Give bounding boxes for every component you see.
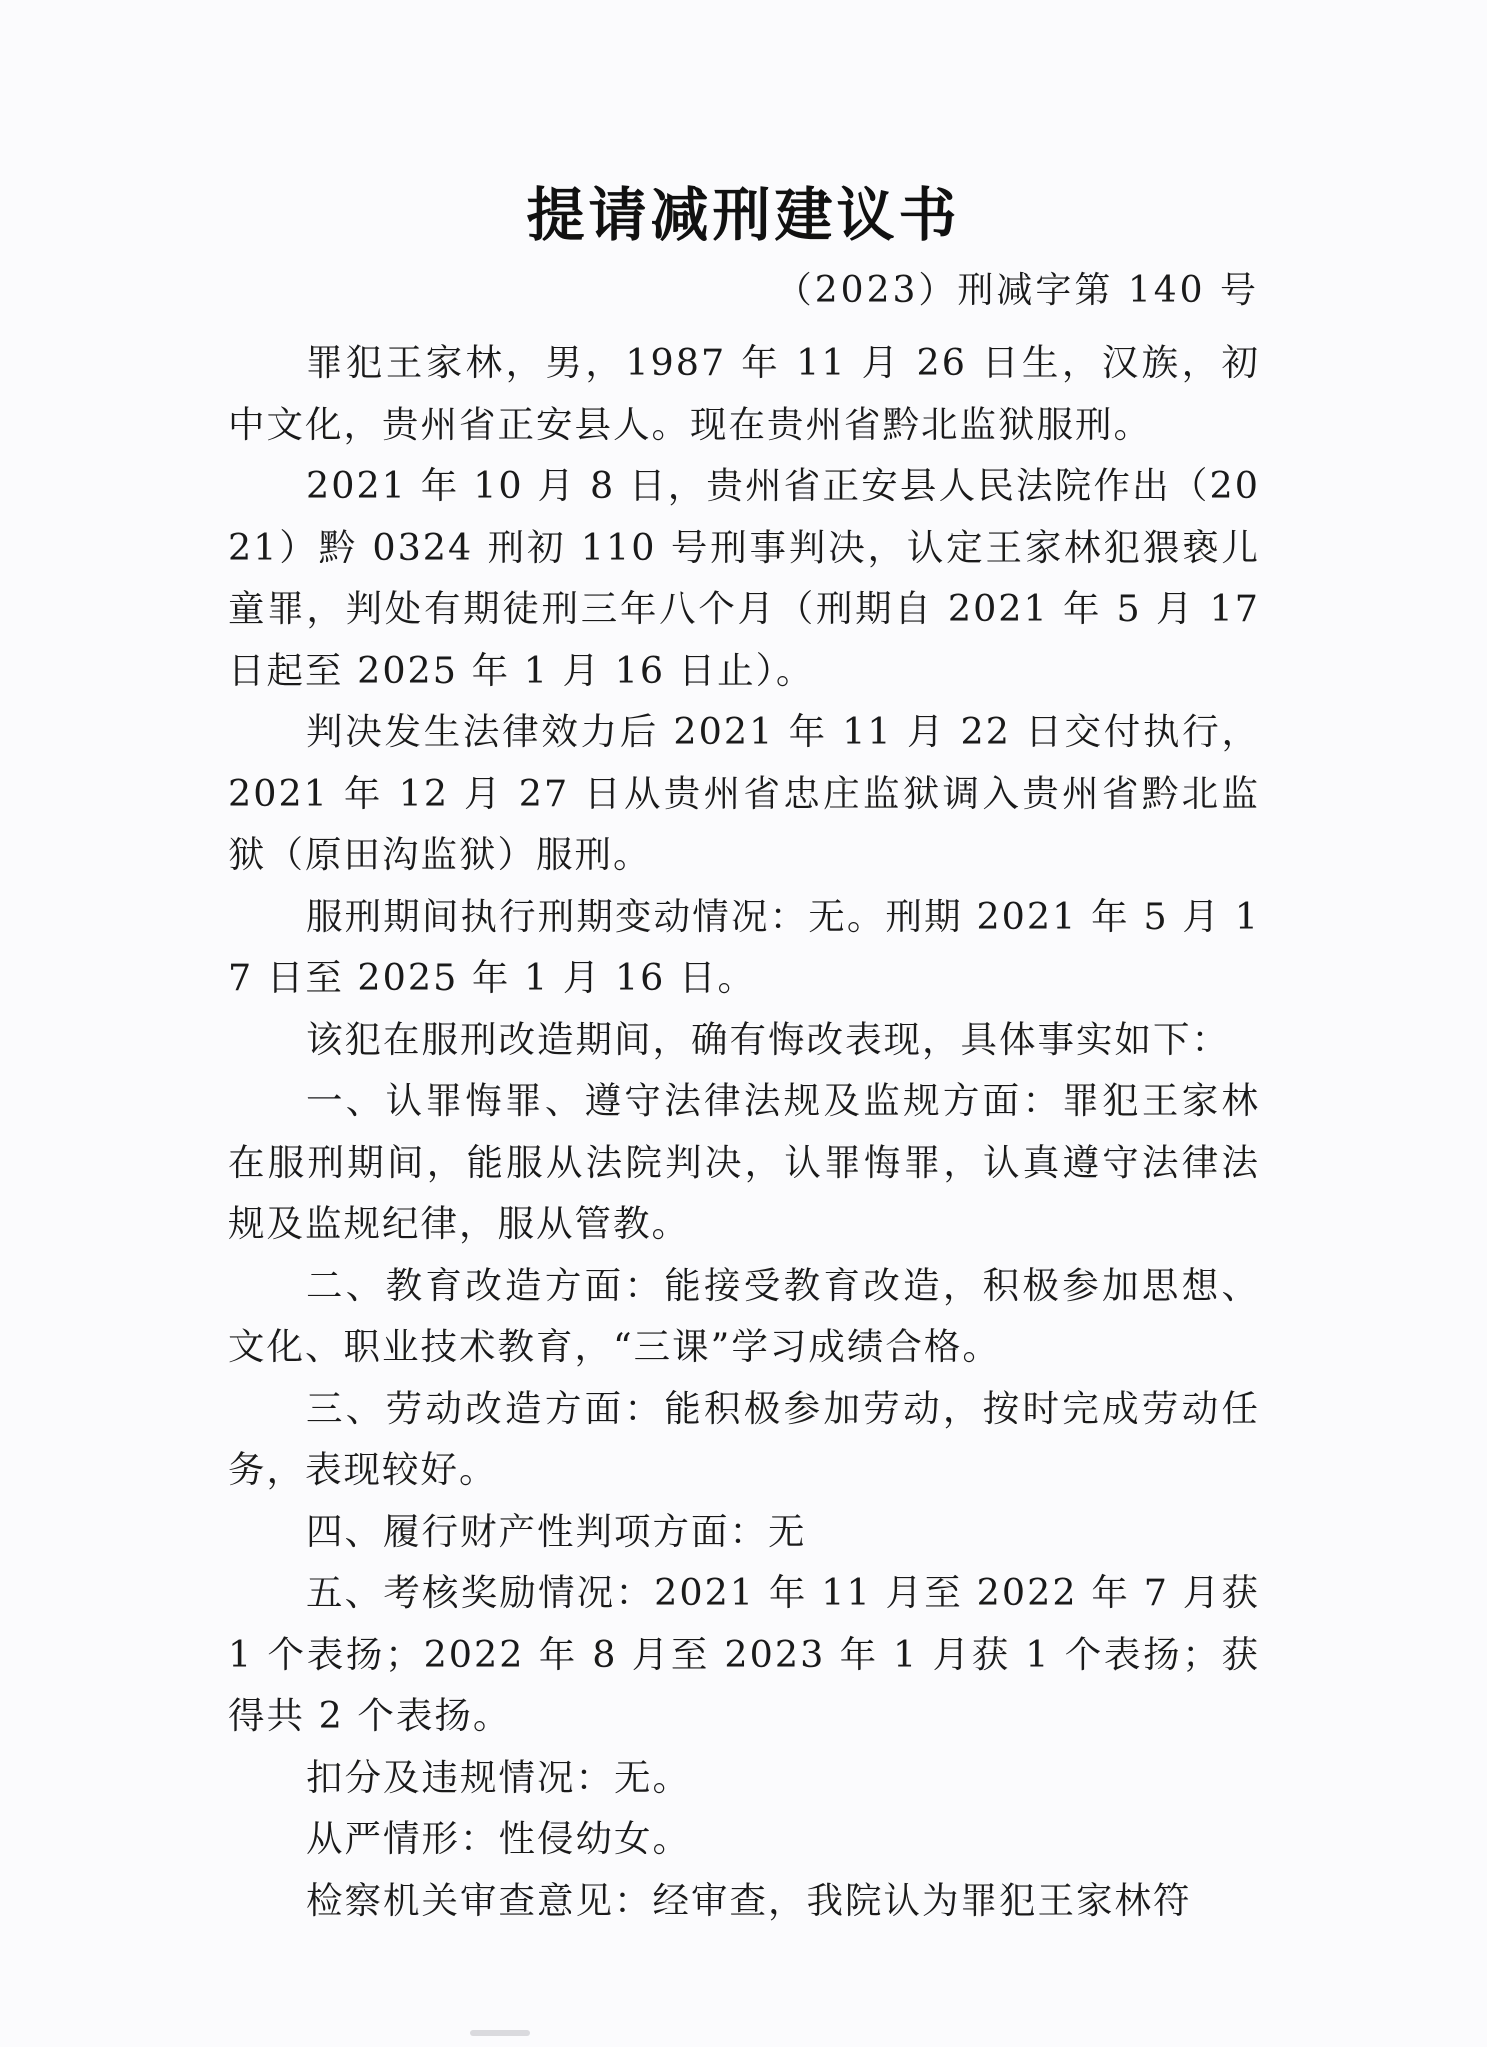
document-number: （2023）刑减字第 140 号 [775, 270, 1259, 311]
paragraph-item-4: 四、履行财产性判项方面：无 [306, 1509, 807, 1553]
document-title: 提请减刑建议书 [526, 181, 961, 249]
paragraph-item-2: 二、教育改造方面：能接受教育改造，积极参加思想、文化、职业技术教育，“三课”学习成绩合格。 [228, 1263, 1260, 1368]
paragraph-repentance-intro: 该犯在服刑改造期间，确有悔改表现，具体事实如下： [306, 1017, 1230, 1061]
paragraph-item-1: 一、认罪悔罪、遵守法律法规及监规方面：罪犯王家林在服刑期间，能服从法院判决，认罪悔罪，认真遵守法律法规及监规纪律，服从管教。 [228, 1079, 1260, 1245]
paragraph-item-5: 五、考核奖励情况：2021 年 11 月至 2022 年 7 月获 1 个表扬；2022 年 8 月至 2023 年 1 月获 1 个表扬；获得共 2 个表扬。 [228, 1571, 1260, 1737]
paragraph-execution: 判决发生法律效力后 2021 年 11 月 22 日交付执行，2021 年 12 月 27 日从贵州省忠庄监狱调入贵州省黔北监狱（原田沟监狱）服刑。 [228, 710, 1260, 876]
paragraph-procuratorate-opinion: 检察机关审查意见：经审查，我院认为罪犯王家林符 [306, 1878, 1192, 1922]
paragraph-sentence-change: 服刑期间执行刑期变动情况：无。刑期 2021 年 5 月 17 日至 2025 年 1 月 16 日。 [228, 894, 1260, 999]
scan-mark [470, 2030, 530, 2036]
document-body [228, 332, 1260, 1931]
paragraph-strict-circumstances: 从严情形：性侵幼女。 [306, 1817, 691, 1860]
paragraph-deductions: 扣分及违规情况：无。 [306, 1755, 691, 1799]
paragraph-judgment: 2021 年 10 月 8 日，贵州省正安县人民法院作出（2021）黔 0324 刑初 110 号刑事判决，认定王家林犯猥亵儿童罪，判处有期徒刑三年八个月（刑期自 2021 年 5 月 17 日起至 2025 年 1 月 16 日止）。 [228, 464, 1260, 692]
paragraph-criminal-info: 罪犯王家林，男，1987 年 11 月 26 日生，汉族，初中文化，贵州省正安县人。现在贵州省黔北监狱服刑。 [228, 341, 1260, 446]
paragraph-item-3: 三、劳动改造方面：能积极参加劳动，按时完成劳动任务，表现较好。 [228, 1386, 1260, 1491]
